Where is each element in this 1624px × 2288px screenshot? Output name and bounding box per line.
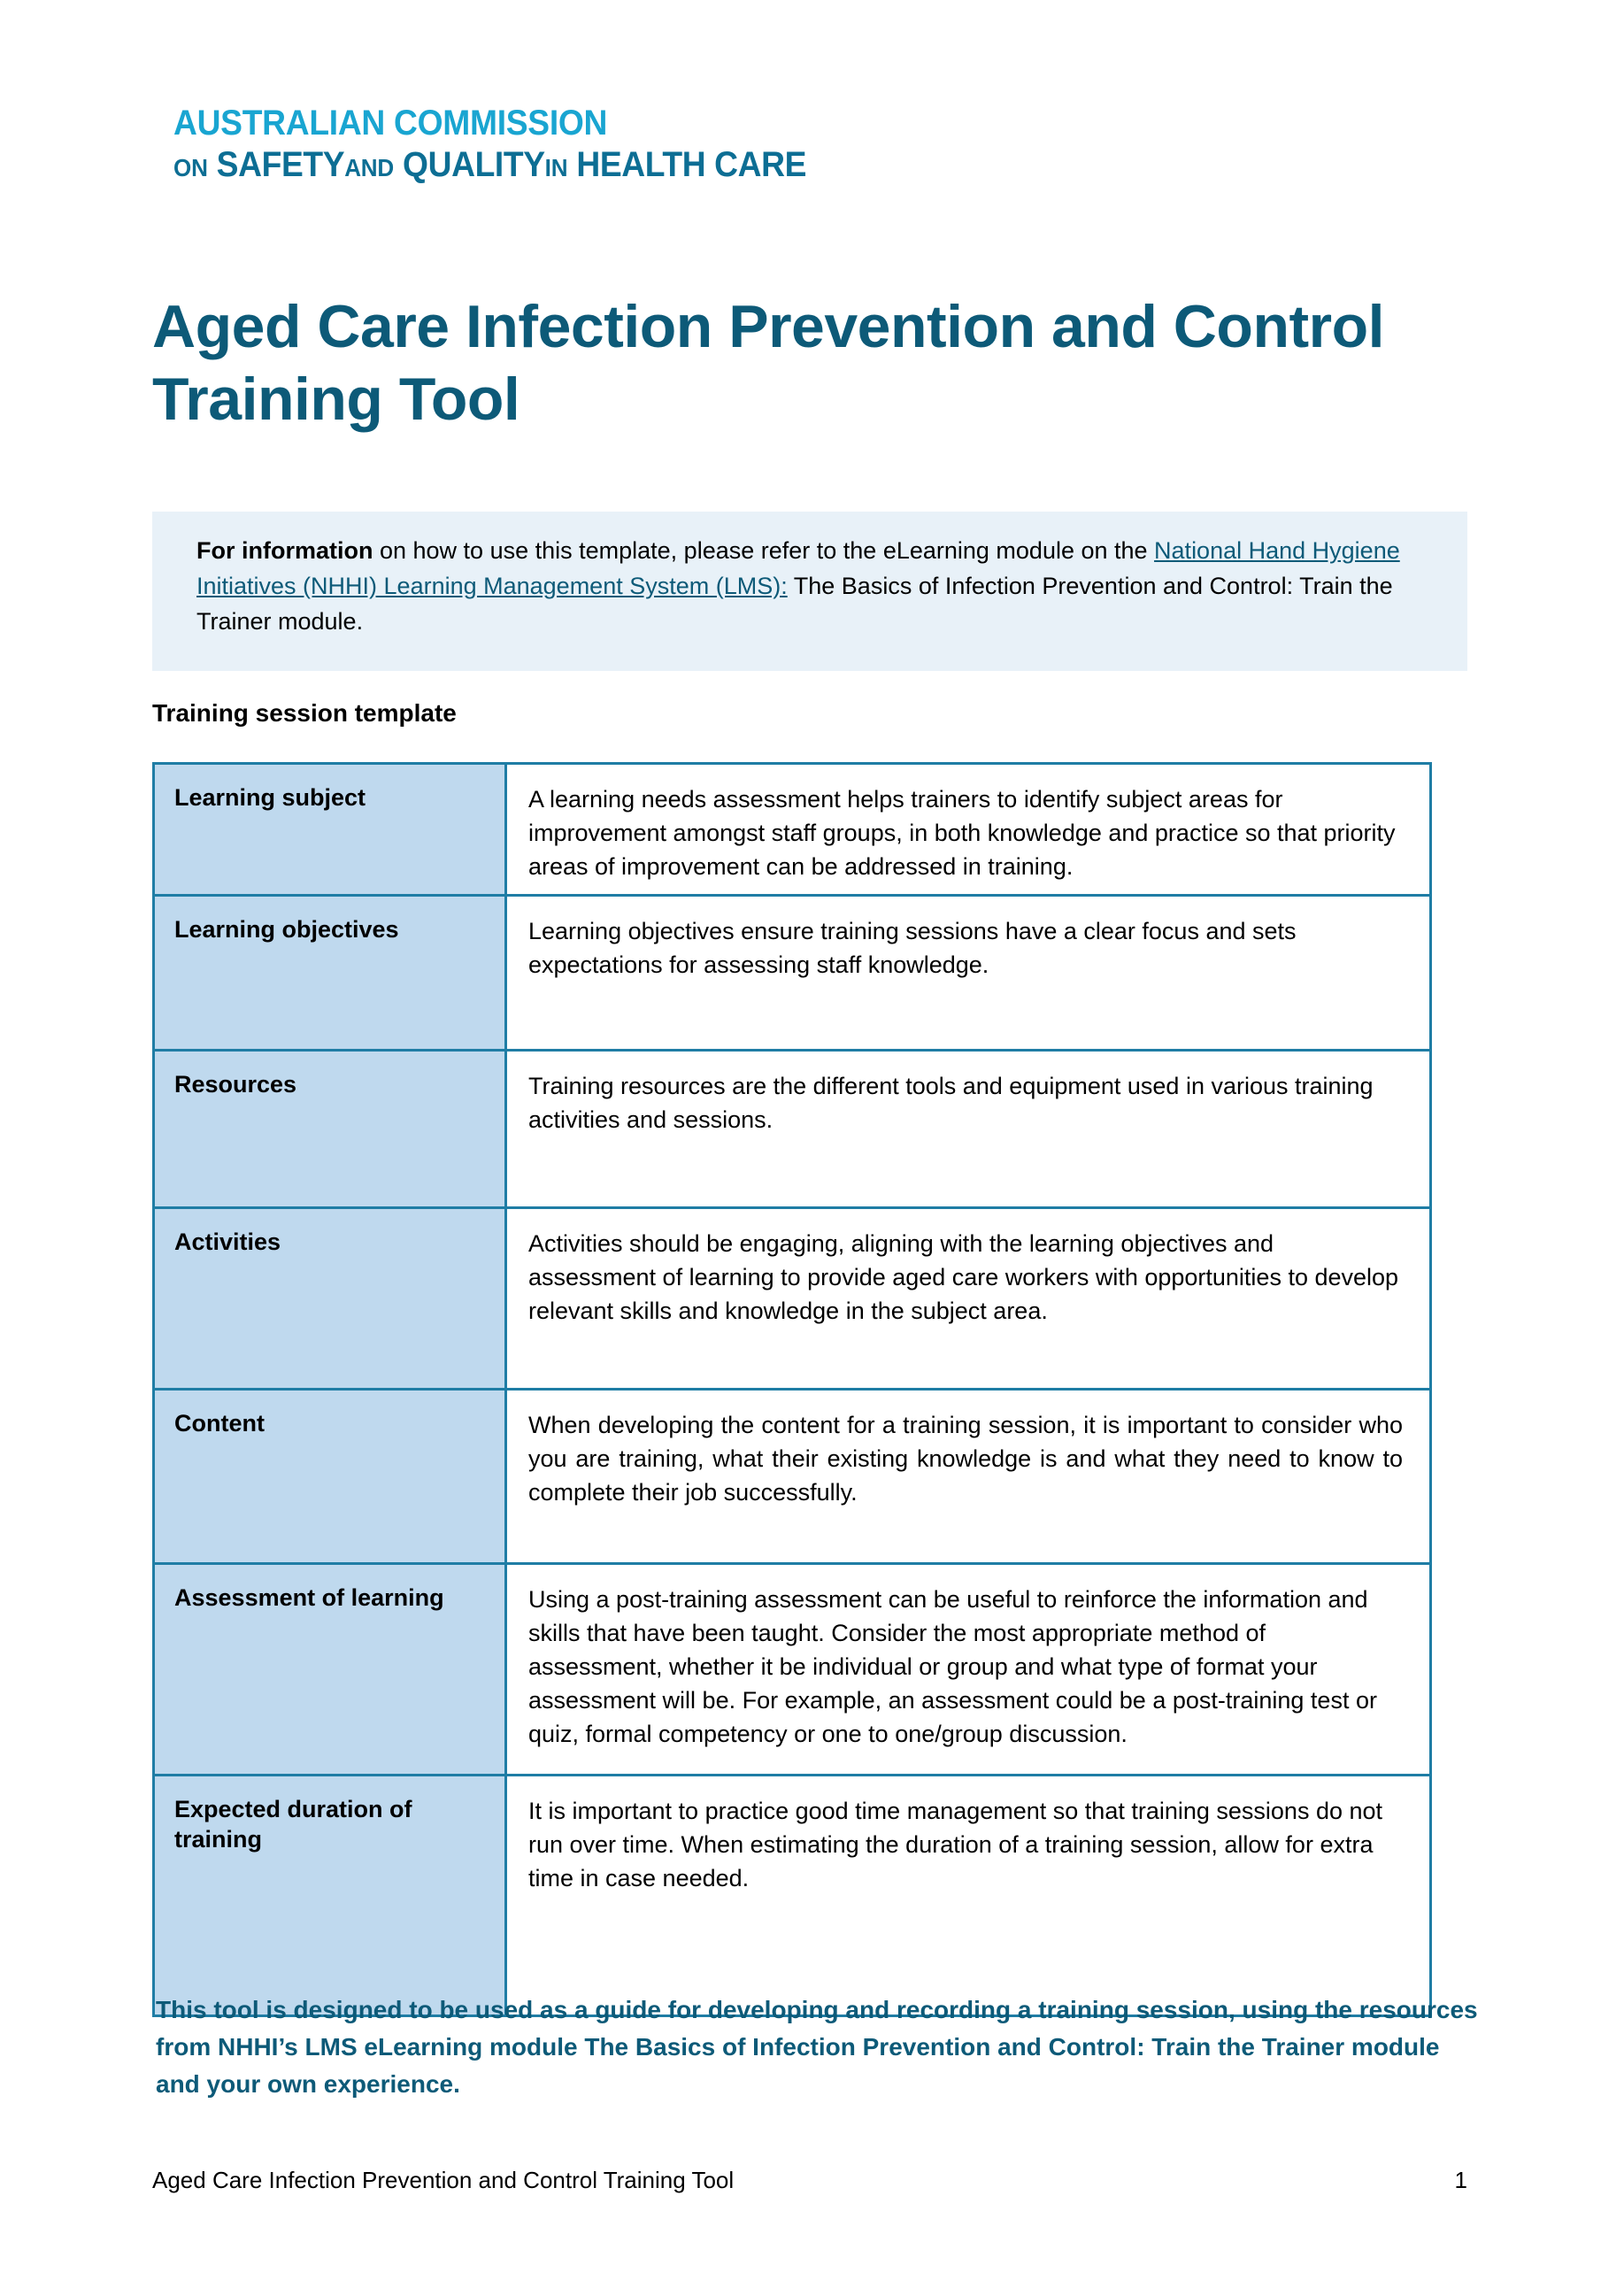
row-label-learning-objectives: Learning objectives xyxy=(154,896,506,1051)
logo-word-quality: QUALITY xyxy=(403,145,545,184)
row-description-content[interactable]: When developing the content for a training session, it is important to consider who you are training, what their existing knowledge is and what they need to know to complete their job successfully. xyxy=(506,1390,1431,1564)
table-row xyxy=(154,1390,1431,1564)
closing-note: This tool is designed to be used as a guide for developing and recording a training session, using the resources from NHHI’s LMS eLearning module The Basics of Infection Prevention and Control: Train the Trainer module and your own experience. xyxy=(156,1996,1478,2098)
row-description-learning-subject[interactable]: A learning needs assessment helps trainers to identify subject areas for improvement amongst staff groups, in both knowledge and practice so that priority areas of improvement can be addressed in training. xyxy=(506,764,1431,896)
footer-page-number: 1 xyxy=(1454,2167,1467,2193)
row-label-assessment-of-learning: Assessment of learning xyxy=(154,1564,506,1776)
row-label-activities: Activities xyxy=(154,1208,506,1390)
table-row xyxy=(154,1051,1431,1208)
row-description-expected-duration[interactable]: It is important to practice good time management so that training sessions do not run over time. When estimating the duration of a training session, allow for extra time in case needed. xyxy=(506,1776,1431,2016)
logo-word-safety: SAFETY xyxy=(216,145,345,184)
section-heading: Training session template xyxy=(152,699,457,727)
row-description-resources[interactable]: Training resources are the different tools and equipment used in various training activities and sessions. xyxy=(506,1051,1431,1208)
table-row xyxy=(154,896,1431,1051)
row-label-content: Content xyxy=(154,1390,506,1564)
table-row xyxy=(154,1564,1431,1776)
logo-line-one: AUSTRALIAN COMMISSION xyxy=(173,104,608,143)
training-session-template-table xyxy=(152,762,1432,2017)
logo-word-in: IN xyxy=(544,154,568,181)
organisation-logo xyxy=(173,103,1058,189)
table-row xyxy=(154,1776,1431,2016)
row-label-expected-duration: Expected duration of training xyxy=(154,1776,506,2016)
table-row xyxy=(154,1208,1431,1390)
logo-word-health-care: HEALTH CARE xyxy=(576,145,807,184)
table-body xyxy=(154,764,1431,2016)
row-label-resources: Resources xyxy=(154,1051,506,1208)
information-callout-lead: For information xyxy=(196,537,373,564)
nhhi-lms-link[interactable]: National Hand Hygiene Initiatives (NHHI) Learning Management System (LMS): xyxy=(196,537,1400,599)
row-description-assessment-of-learning[interactable]: Using a post-training assessment can be useful to reinforce the information and skills that have been taught. Consider the most appropriate method of assessment, whether it be individual or group and what type of format your assessment will be. For example, an assessment could be a post-training test or quiz, formal competency or one to one/group discussion. xyxy=(506,1564,1431,1776)
table-row xyxy=(154,764,1431,896)
row-description-activities[interactable]: Activities should be engaging, aligning with the learning objectives and assessment of learning to provide aged care workers with opportunities to develop relevant skills and knowledge in the subject area. xyxy=(506,1208,1431,1390)
logo-word-and: AND xyxy=(344,154,395,181)
logo-line-two xyxy=(173,143,997,189)
row-label-learning-subject: Learning subject xyxy=(154,764,506,896)
footer-document-name: Aged Care Infection Prevention and Control Training Tool xyxy=(152,2167,735,2193)
page-title: Aged Care Infection Prevention and Control Training Tool xyxy=(152,292,1385,433)
page-footer xyxy=(152,2167,1467,2194)
information-callout-before-link: on how to use this template, please refer to the eLearning module on the xyxy=(373,537,1155,564)
information-callout xyxy=(152,512,1467,671)
information-callout-after-link: The Basics of Infection Prevention and Control: Train the Trainer module. xyxy=(196,573,1393,635)
row-description-learning-objectives[interactable]: Learning objectives ensure training sessions have a clear focus and sets expectations for assessing staff knowledge. xyxy=(506,896,1431,1051)
information-callout-text xyxy=(196,533,1423,639)
logo-word-on: ON xyxy=(173,154,208,181)
